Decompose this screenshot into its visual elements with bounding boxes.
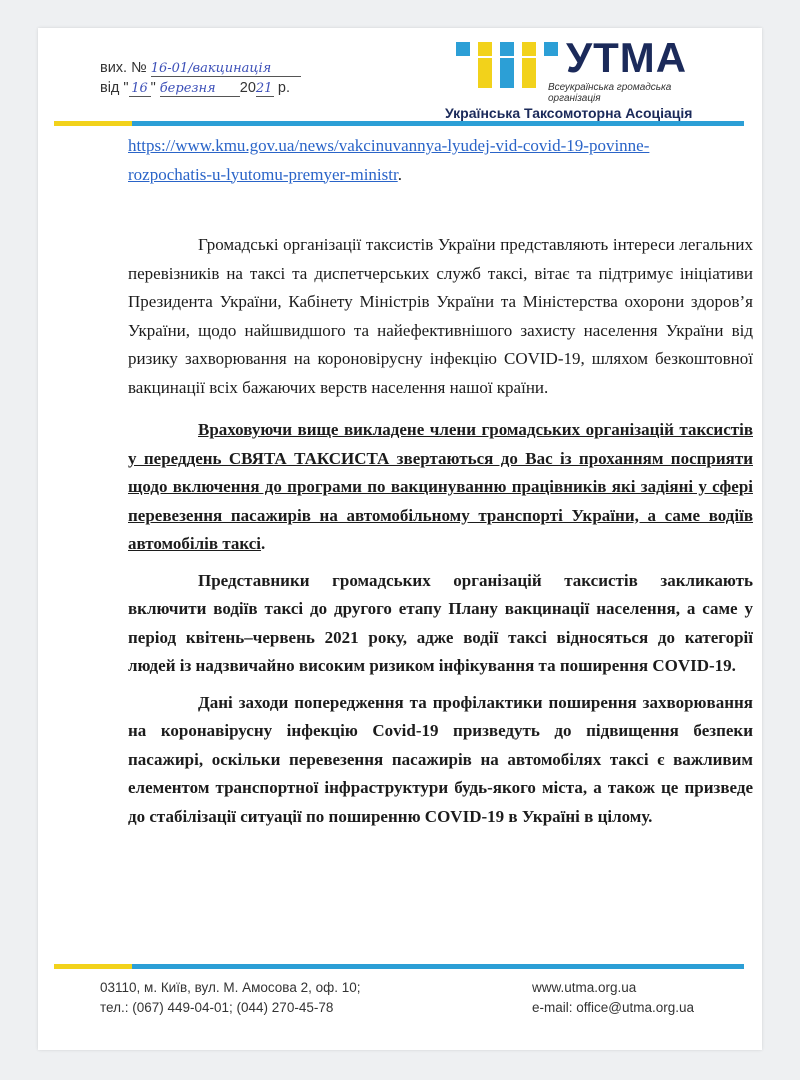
footer-divider-stripe: [54, 964, 744, 969]
stripe-yellow: [54, 964, 132, 969]
paragraph-support: Громадські організації таксистів України представляють інтереси легальних перевізників на таксі та диспетчерських служб таксі, вітає та підтримує ініціативи Президента України, Кабінету Міністрів України та Міністерства охорони здоров’я України, щодо найшвидшого та найефективнішого захисту населення України від ризику захворювання на короновірусну інфекцію COVID-19, шляхом безкоштовної вакцинації всіх бажаючих верств населення нашої країни.: [128, 235, 753, 397]
source-link-paragraph: [128, 132, 753, 189]
paragraph-request-end: .: [261, 534, 266, 553]
footer-website[interactable]: www.utma.org.ua: [532, 980, 637, 995]
header-divider-stripe: [54, 121, 744, 126]
source-link-line-2: rozpochatis-u-lyutomu-premyer-ministr: [128, 164, 398, 184]
paragraph-request-underlined: Враховуючи вище викладене члени громадських організацій таксистів у переддень СВЯТА ТАКСИСТА звертаються до Вас із проханням посприяти щодо включення до програми по вакцинуванню працівників які задіяні у сфері перевезення пасажирів на автомобільному транспорті України, а саме водіїв автомобілів таксі: [128, 420, 753, 553]
footer-contacts: [100, 978, 720, 1018]
source-link-line-1: https://www.kmu.gov.ua/news/vakcinuvannya-lyudej-vid-covid-19-povinne-: [128, 136, 650, 155]
outgoing-reference: [100, 60, 301, 100]
date-suffix: р.: [277, 80, 291, 96]
footer-email[interactable]: e-mail: office@utma.org.ua: [532, 1000, 695, 1015]
paragraph-call-to-include: Представники громадських організацій таксистів закликають включити водіїв таксі до другого етапу Плану вакцинації населення, а саме у період квітень–червень 2021 року, адже водії таксі відносяться до категорії людей із надзвичайно високим ризиком інфікування та поширення COVID-19.: [128, 570, 753, 675]
reference-number-handwritten: 16-01/вакцинація: [151, 61, 301, 77]
letter-body: [128, 132, 753, 831]
source-link-end: .: [397, 164, 402, 184]
utma-logo: [445, 34, 708, 126]
logo-name: УТМА: [566, 34, 688, 81]
logo-subtitle: Всеукраїнська громадська організація: [548, 82, 672, 104]
reference-number-row: [100, 60, 301, 80]
date-prefix: від ": [100, 80, 129, 96]
stripe-blue: [132, 964, 744, 969]
footer-address: 03110, м. Київ, вул. М. Амосова 2, оф. 10;: [100, 980, 361, 995]
association-name: Українська Таксомоторна Асоціація: [445, 105, 693, 121]
reference-number-label: вих. №: [100, 60, 147, 76]
date-month-handwritten: березня: [160, 81, 240, 97]
source-link[interactable]: [128, 136, 649, 184]
stripe-yellow: [54, 121, 132, 126]
stripe-blue: [132, 121, 744, 126]
date-quote: ": [150, 80, 156, 96]
reference-date-row: [100, 80, 301, 100]
date-day-handwritten: 16: [129, 81, 151, 97]
letter-page: [38, 28, 762, 1050]
date-year-prefix: 20: [239, 80, 256, 96]
paragraph-request: [128, 416, 753, 559]
date-year-handwritten: 21: [255, 81, 273, 96]
footer-phones: тел.: (067) 449-04-01; (044) 270-45-78: [100, 1000, 334, 1015]
paragraph-measures: Дані заходи попередження та профілактики поширення захворювання на коронавірусну інфекцію Covid-19 призведуть до підвищення безпеки пасажирі, оскільки перевезення пасажирів на автомобілях таксі є важливим елементом транспортної інфраструктури будь-якого міста, а також це призведе до стабілізації ситуації по поширенню COVID-19 в Україні в цілому.: [128, 692, 753, 826]
footer-online-contacts: [532, 978, 694, 1018]
